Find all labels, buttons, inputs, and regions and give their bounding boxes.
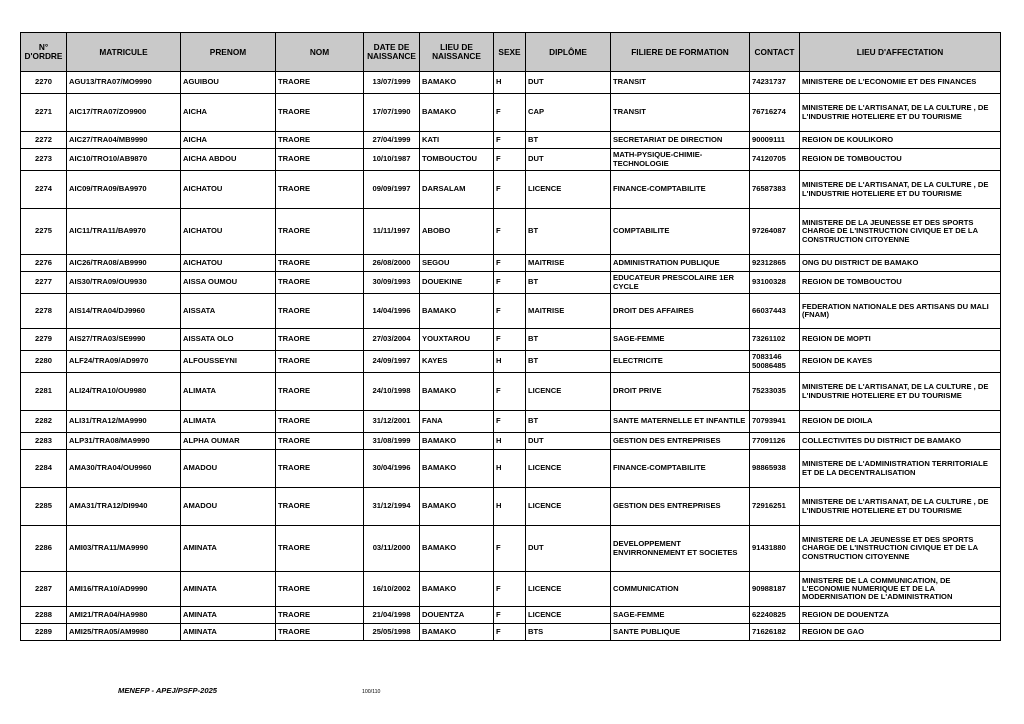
lieu-naissance-cell: FANA [420,411,494,433]
contact-cell: 93100328 [750,272,800,294]
nom-cell: TRAORE [276,526,364,572]
lieu-naissance-cell: TOMBOUCTOU [420,149,494,171]
table-row [21,411,1001,433]
filiere-cell: FINANCE-COMPTABILITE [611,450,750,488]
col-contact-header: CONTACT [750,33,800,72]
prenom-cell: ALIMATA [181,411,276,433]
table-row [21,255,1001,272]
table-row [21,488,1001,526]
date-naissance-cell: 31/12/2001 [364,411,420,433]
col-lieu-naissance-header: LIEU DE NAISSANCE [420,33,494,72]
table-header [21,33,1001,72]
order-number-cell: 2271 [21,94,67,132]
date-naissance-cell: 13/07/1999 [364,72,420,94]
date-naissance-cell: 27/04/1999 [364,132,420,149]
nom-cell: TRAORE [276,624,364,641]
sexe-cell: H [494,433,526,450]
diplome-cell: BT [526,209,611,255]
date-naissance-cell: 25/05/1998 [364,624,420,641]
lieu-affectation-cell: MINISTERE DE LA JEUNESSE ET DES SPORTS CHARGE DE L'INSTRUCTION CIVIQUE ET DE LA CONSTRUCTION CITOYENNE [800,209,1001,255]
filiere-cell: ADMINISTRATION PUBLIQUE [611,255,750,272]
order-number-cell: 2287 [21,572,67,607]
nom-cell: TRAORE [276,373,364,411]
matricule-cell: ALP31/TRA08/MA9990 [67,433,181,450]
diplome-cell: BTS [526,624,611,641]
filiere-cell: FINANCE-COMPTABILITE [611,171,750,209]
sexe-cell: F [494,329,526,351]
lieu-affectation-cell: MINISTERE DE LA JEUNESSE ET DES SPORTS CHARGE DE L'INSTRUCTION CIVIQUE ET DE LA CONSTRUCTION CITOYENNE [800,526,1001,572]
filiere-cell: SAGE-FEMME [611,329,750,351]
sexe-cell: F [494,572,526,607]
prenom-cell: AICHA [181,132,276,149]
nom-cell: TRAORE [276,255,364,272]
sexe-cell: H [494,72,526,94]
nom-cell: TRAORE [276,209,364,255]
lieu-naissance-cell: SEGOU [420,255,494,272]
prenom-cell: AICHA [181,94,276,132]
order-number-cell: 2281 [21,373,67,411]
filiere-cell: TRANSIT [611,94,750,132]
matricule-cell: AIC10/TRO10/AB9870 [67,149,181,171]
filiere-cell: MATH-PYSIQUE-CHIMIE-TECHNOLOGIE [611,149,750,171]
prenom-cell: AMINATA [181,526,276,572]
footer-reference: MENEFP - APEJ/PSFP-2025 [118,686,218,695]
col-diplome-header: DIPLÔME [526,33,611,72]
diplome-cell: BT [526,132,611,149]
date-naissance-cell: 09/09/1997 [364,171,420,209]
date-naissance-cell: 31/08/1999 [364,433,420,450]
nom-cell: TRAORE [276,272,364,294]
table-row [21,450,1001,488]
col-prenom-header: PRENOM [181,33,276,72]
date-naissance-cell: 21/04/1998 [364,607,420,624]
order-number-cell: 2274 [21,171,67,209]
order-number-cell: 2282 [21,411,67,433]
nom-cell: TRAORE [276,149,364,171]
filiere-cell: SECRETARIAT DE DIRECTION [611,132,750,149]
matricule-cell: ALF24/TRA09/AD9970 [67,351,181,373]
filiere-cell: SAGE-FEMME [611,607,750,624]
order-number-cell: 2276 [21,255,67,272]
nom-cell: TRAORE [276,607,364,624]
lieu-affectation-cell: REGION DE MOPTI [800,329,1001,351]
date-naissance-cell: 17/07/1990 [364,94,420,132]
diplome-cell: LICENCE [526,488,611,526]
filiere-cell: DROIT DES AFFAIRES [611,294,750,329]
sexe-cell: F [494,94,526,132]
table-row [21,149,1001,171]
prenom-cell: ALFOUSSEYNI [181,351,276,373]
contact-cell: 92312865 [750,255,800,272]
col-date-naissance-header: DATE DE NAISSANCE [364,33,420,72]
matricule-cell: AIC09/TRA09/BA9970 [67,171,181,209]
lieu-affectation-cell: MINISTERE DE L'ARTISANAT, DE LA CULTURE , DE L'INDUSTRIE HOTELIERE ET DU TOURISME [800,94,1001,132]
contact-cell: 76587383 [750,171,800,209]
sexe-cell: F [494,132,526,149]
col-order-number-header: N° D'ORDRE [21,33,67,72]
nom-cell: TRAORE [276,72,364,94]
lieu-naissance-cell: KATI [420,132,494,149]
diplome-cell: LICENCE [526,373,611,411]
diplome-cell: MAITRISE [526,255,611,272]
sexe-cell: F [494,624,526,641]
diplome-cell: LICENCE [526,572,611,607]
prenom-cell: AISSA OUMOU [181,272,276,294]
contact-cell: 75233035 [750,373,800,411]
order-number-cell: 2278 [21,294,67,329]
nom-cell: TRAORE [276,132,364,149]
lieu-naissance-cell: BAMAKO [420,624,494,641]
col-lieu-affectation-header: LIEU D'AFFECTATION [800,33,1001,72]
filiere-cell: TRANSIT [611,72,750,94]
matricule-cell: AIC17/TRA07/ZO9900 [67,94,181,132]
lieu-naissance-cell: BAMAKO [420,450,494,488]
order-number-cell: 2285 [21,488,67,526]
table-row [21,209,1001,255]
matricule-cell: AGU13/TRA07/MO9990 [67,72,181,94]
matricule-cell: AIS30/TRA09/OU9930 [67,272,181,294]
sexe-cell: H [494,351,526,373]
sexe-cell: F [494,607,526,624]
sexe-cell: F [494,294,526,329]
order-number-cell: 2289 [21,624,67,641]
filiere-cell: EDUCATEUR PRESCOLAIRE 1ER CYCLE [611,272,750,294]
diplome-cell: LICENCE [526,450,611,488]
diplome-cell: BT [526,272,611,294]
matricule-cell: AMI16/TRA10/AD9990 [67,572,181,607]
col-filiere-header: FILIERE DE FORMATION [611,33,750,72]
lieu-affectation-cell: REGION DE DIOILA [800,411,1001,433]
col-nom-header: NOM [276,33,364,72]
order-number-cell: 2277 [21,272,67,294]
contact-cell: 74231737 [750,72,800,94]
lieu-naissance-cell: BAMAKO [420,526,494,572]
filiere-cell: GESTION DES ENTREPRISES [611,488,750,526]
prenom-cell: AICHATOU [181,255,276,272]
matricule-cell: AMA30/TRA04/OU9960 [67,450,181,488]
sexe-cell: F [494,411,526,433]
lieu-affectation-cell: MINISTERE DE L'ECONOMIE ET DES FINANCES [800,72,1001,94]
table-row [21,433,1001,450]
matricule-cell: AIC11/TRA11/BA9970 [67,209,181,255]
prenom-cell: AISSATA OLO [181,329,276,351]
contact-cell: 90988187 [750,572,800,607]
date-naissance-cell: 24/10/1998 [364,373,420,411]
sexe-cell: F [494,209,526,255]
prenom-cell: AMINATA [181,572,276,607]
filiere-cell: COMMUNICATION [611,572,750,607]
order-number-cell: 2270 [21,72,67,94]
lieu-naissance-cell: BAMAKO [420,294,494,329]
diplome-cell: DUT [526,149,611,171]
lieu-affectation-cell: FEDERATION NATIONALE DES ARTISANS DU MALI (FNAM) [800,294,1001,329]
prenom-cell: AMADOU [181,450,276,488]
table-row [21,373,1001,411]
lieu-naissance-cell: DARSALAM [420,171,494,209]
filiere-cell: SANTE PUBLIQUE [611,624,750,641]
order-number-cell: 2286 [21,526,67,572]
lieu-affectation-cell: COLLECTIVITES DU DISTRICT DE BAMAKO [800,433,1001,450]
diplome-cell: DUT [526,72,611,94]
nom-cell: TRAORE [276,572,364,607]
matricule-cell: AIC27/TRA04/MB9990 [67,132,181,149]
nom-cell: TRAORE [276,488,364,526]
assignment-table [20,32,1001,641]
filiere-cell: GESTION DES ENTREPRISES [611,433,750,450]
order-number-cell: 2275 [21,209,67,255]
prenom-cell: AMADOU [181,488,276,526]
date-naissance-cell: 11/11/1997 [364,209,420,255]
diplome-cell: BT [526,411,611,433]
contact-cell: 97264087 [750,209,800,255]
date-naissance-cell: 26/08/2000 [364,255,420,272]
sexe-cell: H [494,488,526,526]
lieu-affectation-cell: MINISTERE DE L'ARTISANAT, DE LA CULTURE , DE L'INDUSTRIE HOTELIERE ET DU TOURISME [800,171,1001,209]
matricule-cell: AIS27/TRA03/SE9990 [67,329,181,351]
order-number-cell: 2272 [21,132,67,149]
contact-cell: 72916251 [750,488,800,526]
lieu-naissance-cell: DOUEKINE [420,272,494,294]
table-row [21,171,1001,209]
filiere-cell: DEVELOPPEMENT ENVIRRONNEMENT ET SOCIETES [611,526,750,572]
lieu-affectation-cell: REGION DE TOMBOUCTOU [800,149,1001,171]
lieu-naissance-cell: BAMAKO [420,72,494,94]
col-matricule-header: MATRICULE [67,33,181,72]
filiere-cell: COMPTABILITE [611,209,750,255]
nom-cell: TRAORE [276,171,364,209]
table-row [21,294,1001,329]
lieu-affectation-cell: MINISTERE DE LA COMMUNICATION, DE L'ECONOMIE NUMERIQUE ET DE LA MODERNISATION DE L'ADMINISTRATION [800,572,1001,607]
order-number-cell: 2279 [21,329,67,351]
lieu-affectation-cell: REGION DE KOULIKORO [800,132,1001,149]
date-naissance-cell: 31/12/1994 [364,488,420,526]
sexe-cell: F [494,373,526,411]
filiere-cell: DROIT PRIVE [611,373,750,411]
lieu-affectation-cell: MINISTERE DE L'ARTISANAT, DE LA CULTURE , DE L'INDUSTRIE HOTELIERE ET DU TOURISME [800,488,1001,526]
sexe-cell: H [494,450,526,488]
lieu-naissance-cell: BAMAKO [420,572,494,607]
sexe-cell: F [494,272,526,294]
filiere-cell: ELECTRICITE [611,351,750,373]
date-naissance-cell: 16/10/2002 [364,572,420,607]
prenom-cell: AICHATOU [181,171,276,209]
lieu-affectation-cell: MINISTERE DE L'ADMINISTRATION TERRITORIALE ET DE LA DECENTRALISATION [800,450,1001,488]
lieu-affectation-cell: REGION DE KAYES [800,351,1001,373]
table-row [21,624,1001,641]
order-number-cell: 2288 [21,607,67,624]
diplome-cell: MAITRISE [526,294,611,329]
date-naissance-cell: 30/09/1993 [364,272,420,294]
lieu-affectation-cell: REGION DE GAO [800,624,1001,641]
filiere-cell: SANTE MATERNELLE ET INFANTILE [611,411,750,433]
matricule-cell: AIS14/TRA04/DJ9960 [67,294,181,329]
contact-cell: 98865938 [750,450,800,488]
nom-cell: TRAORE [276,433,364,450]
nom-cell: TRAORE [276,411,364,433]
lieu-naissance-cell: KAYES [420,351,494,373]
matricule-cell: ALI31/TRA12/MA9990 [67,411,181,433]
date-naissance-cell: 27/03/2004 [364,329,420,351]
diplome-cell: DUT [526,526,611,572]
matricule-cell: AIC26/TRA08/AB9990 [67,255,181,272]
date-naissance-cell: 03/11/2000 [364,526,420,572]
table-row [21,329,1001,351]
col-sexe-header: SEXE [494,33,526,72]
lieu-naissance-cell: BAMAKO [420,373,494,411]
contact-cell: 76716274 [750,94,800,132]
nom-cell: TRAORE [276,94,364,132]
lieu-affectation-cell: REGION DE TOMBOUCTOU [800,272,1001,294]
table-body [21,72,1001,641]
order-number-cell: 2280 [21,351,67,373]
nom-cell: TRAORE [276,450,364,488]
sexe-cell: F [494,526,526,572]
table-row [21,94,1001,132]
lieu-naissance-cell: DOUENTZA [420,607,494,624]
prenom-cell: AISSATA [181,294,276,329]
lieu-naissance-cell: ABOBO [420,209,494,255]
contact-cell: 62240825 [750,607,800,624]
date-naissance-cell: 14/04/1996 [364,294,420,329]
table-row [21,526,1001,572]
contact-cell: 73261102 [750,329,800,351]
table-row [21,72,1001,94]
date-naissance-cell: 24/09/1997 [364,351,420,373]
diplome-cell: BT [526,351,611,373]
table-row [21,607,1001,624]
table-row [21,572,1001,607]
contact-cell: 66037443 [750,294,800,329]
prenom-cell: AMINATA [181,624,276,641]
table-row [21,132,1001,149]
prenom-cell: AGUIBOU [181,72,276,94]
header-row [21,33,1001,72]
sexe-cell: F [494,255,526,272]
prenom-cell: AMINATA [181,607,276,624]
prenom-cell: ALIMATA [181,373,276,411]
contact-cell: 7083146 50086485 [750,351,800,373]
lieu-naissance-cell: BAMAKO [420,94,494,132]
matricule-cell: ALI24/TRA10/OU9980 [67,373,181,411]
lieu-naissance-cell: YOUXTAROU [420,329,494,351]
contact-cell: 90009111 [750,132,800,149]
contact-cell: 74120705 [750,149,800,171]
sexe-cell: F [494,149,526,171]
page-number: 100/110 [362,689,381,695]
lieu-affectation-cell: MINISTERE DE L'ARTISANAT, DE LA CULTURE , DE L'INDUSTRIE HOTELIERE ET DU TOURISME [800,373,1001,411]
table-row [21,351,1001,373]
contact-cell: 91431880 [750,526,800,572]
diplome-cell: CAP [526,94,611,132]
nom-cell: TRAORE [276,351,364,373]
lieu-naissance-cell: BAMAKO [420,433,494,450]
matricule-cell: AMI21/TRA04/HA9980 [67,607,181,624]
order-number-cell: 2273 [21,149,67,171]
contact-cell: 71626182 [750,624,800,641]
table-row [21,272,1001,294]
nom-cell: TRAORE [276,294,364,329]
order-number-cell: 2284 [21,450,67,488]
prenom-cell: ALPHA OUMAR [181,433,276,450]
matricule-cell: AMI25/TRA05/AM9980 [67,624,181,641]
nom-cell: TRAORE [276,329,364,351]
date-naissance-cell: 30/04/1996 [364,450,420,488]
diplome-cell: LICENCE [526,607,611,624]
order-number-cell: 2283 [21,433,67,450]
lieu-affectation-cell: ONG DU DISTRICT DE BAMAKO [800,255,1001,272]
sexe-cell: F [494,171,526,209]
diplome-cell: BT [526,329,611,351]
lieu-naissance-cell: BAMAKO [420,488,494,526]
prenom-cell: AICHATOU [181,209,276,255]
matricule-cell: AMI03/TRA11/MA9990 [67,526,181,572]
contact-cell: 70793941 [750,411,800,433]
lieu-affectation-cell: REGION DE DOUENTZA [800,607,1001,624]
diplome-cell: DUT [526,433,611,450]
diplome-cell: LICENCE [526,171,611,209]
contact-cell: 77091126 [750,433,800,450]
date-naissance-cell: 10/10/1987 [364,149,420,171]
matricule-cell: AMA31/TRA12/DI9940 [67,488,181,526]
prenom-cell: AICHA ABDOU [181,149,276,171]
